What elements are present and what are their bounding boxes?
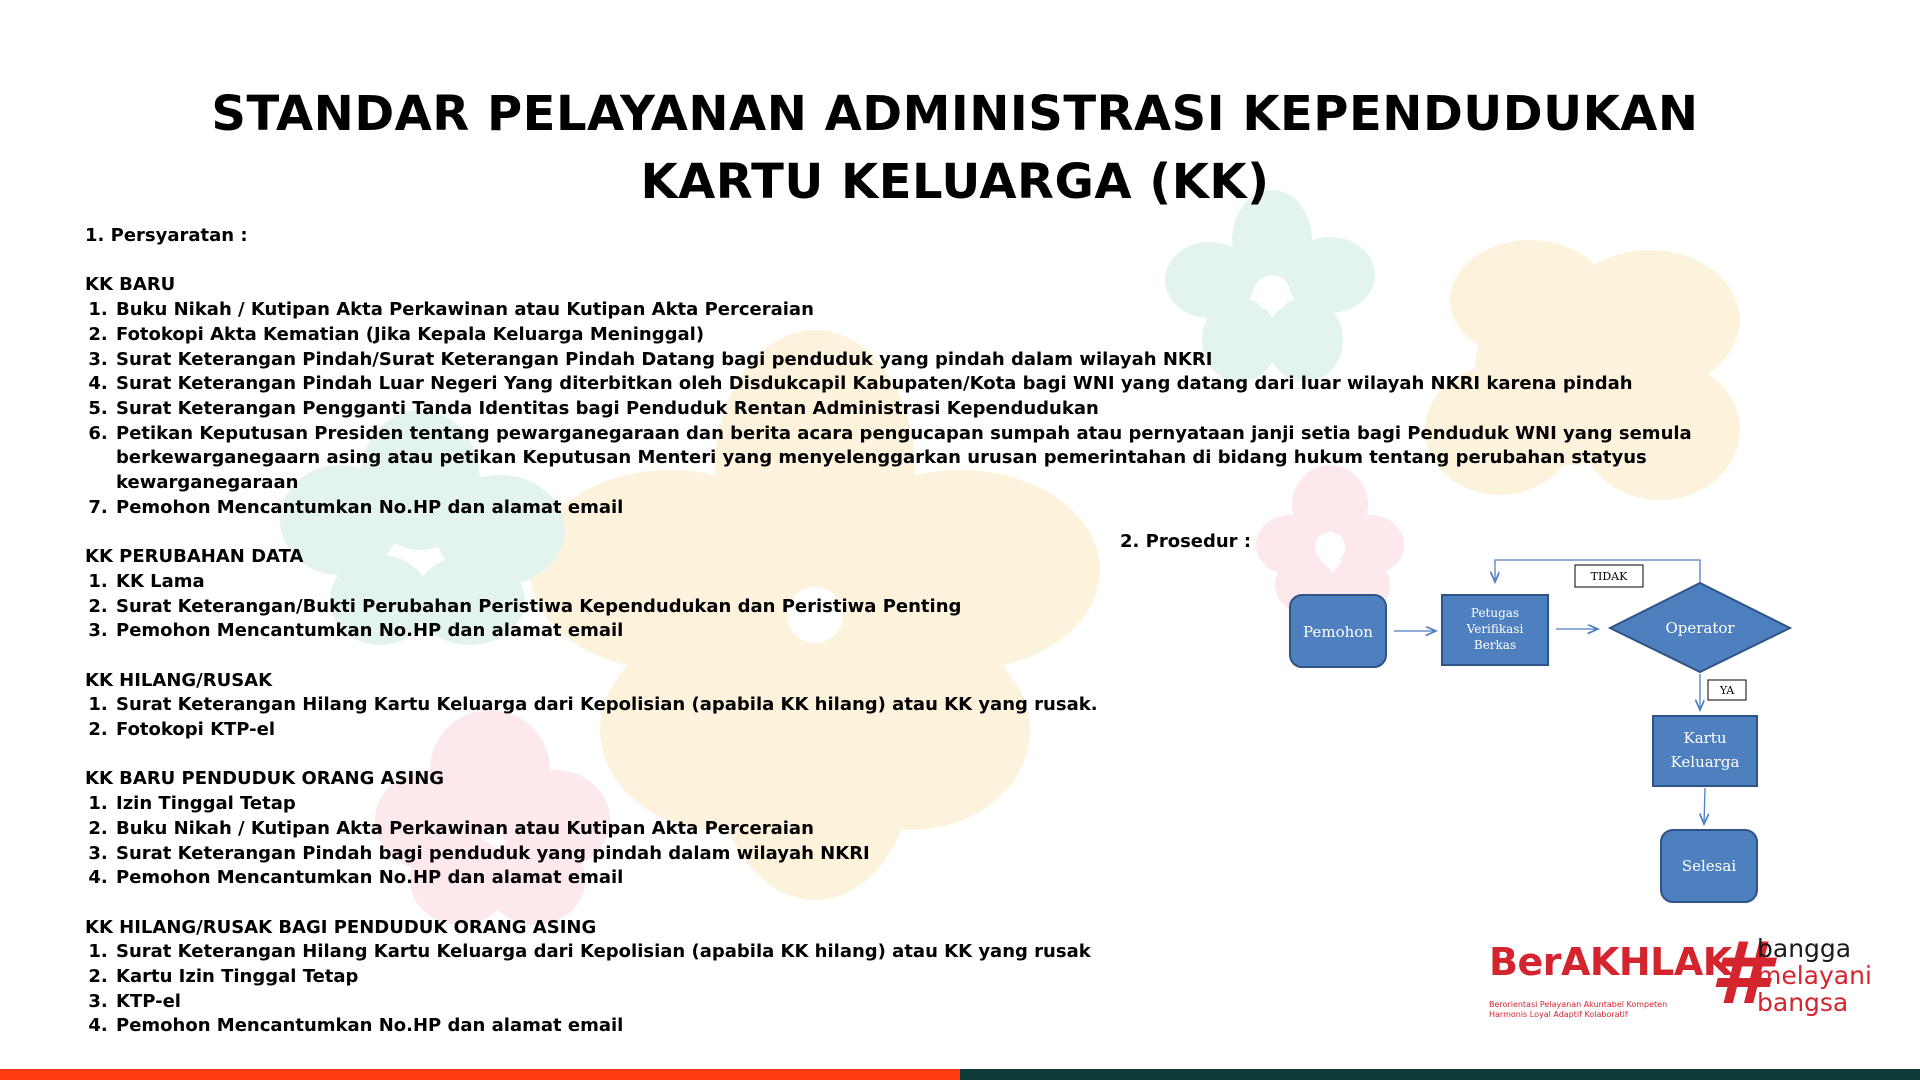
node-operator-label: Operator <box>1665 619 1735 637</box>
list-item: 1. Surat Keterangan Hilang Kartu Keluarga dari Kepolisian (apabila KK hilang) atau KK yang rusak <box>114 940 1805 965</box>
node-petugas-label-3: Berkas <box>1473 638 1517 652</box>
logo-subtitle-line1: Berorientasi Pelayanan Akuntabel Kompeten <box>1489 1000 1668 1009</box>
logo-tagline-2: melayani <box>1757 961 1872 990</box>
section-heading-kk-baru: KK BARU <box>85 274 176 296</box>
logo-berakhlak-text: BerAKHLAK <box>1489 940 1732 984</box>
logo-tagline <box>1757 935 1872 1016</box>
node-petugas-label-1: Petugas <box>1470 606 1520 620</box>
list-item: 2. Buku Nikah / Kutipan Akta Perkawinan atau Kutipan Akta Perceraian <box>114 817 1805 842</box>
node-pemohon-label: Pemohon <box>1303 623 1373 641</box>
logo-subtitle <box>1489 1000 1719 1020</box>
footer-bar-orange <box>0 1069 960 1080</box>
node-kartu-label-2: Keluarga <box>1670 753 1740 771</box>
node-petugas-label-2: Verifikasi <box>1466 622 1524 636</box>
list-item: 2. Fotokopi Akta Kematian (Jika Kepala Keluarga Meninggal) <box>114 323 1805 348</box>
list-item: 2. Surat Keterangan/Bukti Perubahan Peristiwa Kependudukan dan Peristiwa Penting <box>114 595 1805 620</box>
page-title-line1: STANDAR PELAYANAN ADMINISTRASI KEPENDUDUKAN <box>211 86 1699 142</box>
list-item: 1. Buku Nikah / Kutipan Akta Perkawinan atau Kutipan Akta Perceraian <box>114 298 1805 323</box>
list-item: 1. Izin Tinggal Tetap <box>114 792 1805 817</box>
flow-arrow <box>1704 788 1705 824</box>
list-item: 3. Pemohon Mencantumkan No.HP dan alamat email <box>114 619 1805 644</box>
list-item: 6. Petikan Keputusan Presiden tentang pewarganegaraan dan berita acara pengucapan sumpah atau pernyataan janji setia bagi Penduduk WNI yang semula berkewarganegaarn asing atau petikan Keputusan Menteri yang menyelenggarkan urusan pemerintahan di bidang hukum tentang perubahan statyus kewarganegaraan <box>114 422 1805 496</box>
section-heading-kk-hilang-rusak-orang-asing: KK HILANG/RUSAK BAGI PENDUDUK ORANG ASING <box>85 916 597 938</box>
list-item: 4. Surat Keterangan Pindah Luar Negeri Yang diterbitkan oleh Disdukcapil Kabupaten/Kota bagi WNI yang datang dari luar wilayah NKRI karena pindah <box>114 372 1805 397</box>
section-heading-kk-hilang-rusak: KK HILANG/RUSAK <box>85 669 273 691</box>
footer-bar-dark <box>960 1069 1920 1080</box>
list-item: 3. Surat Keterangan Pindah/Surat Keterangan Pindah Datang bagi penduduk yang pindah dalam wilayah NKRI <box>114 348 1805 373</box>
label-tidak: TIDAK <box>1590 570 1628 583</box>
list-item: 1. Surat Keterangan Hilang Kartu Keluarga dari Kepolisian (apabila KK hilang) atau KK yang rusak. <box>114 693 1805 718</box>
list-item: 5. Surat Keterangan Pengganti Tanda Identitas bagi Penduduk Rentan Administrasi Kependudukan <box>114 397 1805 422</box>
list-item: 3. KTP-el <box>114 990 1805 1015</box>
section-heading-kk-perubahan-data: KK PERUBAHAN DATA <box>85 546 304 568</box>
list-item: 3. Surat Keterangan Pindah bagi penduduk yang pindah dalam wilayah NKRI <box>114 842 1805 867</box>
list-item: 4. Pemohon Mencantumkan No.HP dan alamat email <box>114 1014 1805 1039</box>
list-item: 2. Fotokopi KTP-el <box>114 718 1805 743</box>
logo-tagline-1: bangga <box>1757 934 1852 963</box>
page-title-line2: KARTU KELUARGA (KK) <box>640 154 1270 210</box>
berakhlak-logo <box>1485 924 1880 1030</box>
label-ya: YA <box>1719 684 1735 697</box>
prosedur-heading: 2. Prosedur : <box>1120 531 1252 552</box>
list-kk-baru <box>85 298 1805 520</box>
logo-subtitle-line2: Harmonis Loyal Adaptif Kolaboratif <box>1489 1010 1628 1019</box>
list-item: 4. Pemohon Mencantumkan No.HP dan alamat email <box>114 866 1805 891</box>
hashtag-icon: # <box>1710 924 1770 1024</box>
node-kartu-keluarga <box>1653 716 1757 786</box>
list-item: 2. Kartu Izin Tinggal Tetap <box>114 965 1805 990</box>
logo-tagline-3: bangsa <box>1757 988 1849 1017</box>
prosedur-flowchart <box>1270 550 1810 910</box>
node-selesai-label: Selesai <box>1681 857 1737 875</box>
node-kartu-label-1: Kartu <box>1683 729 1727 747</box>
page-title <box>0 80 1910 216</box>
list-item: 1. KK Lama <box>114 570 1805 595</box>
list-item: 7. Pemohon Mencantumkan No.HP dan alamat email <box>114 496 1805 521</box>
persyaratan-heading: 1. Persyaratan : <box>85 225 248 246</box>
section-heading-kk-baru-orang-asing: KK BARU PENDUDUK ORANG ASING <box>85 768 445 790</box>
